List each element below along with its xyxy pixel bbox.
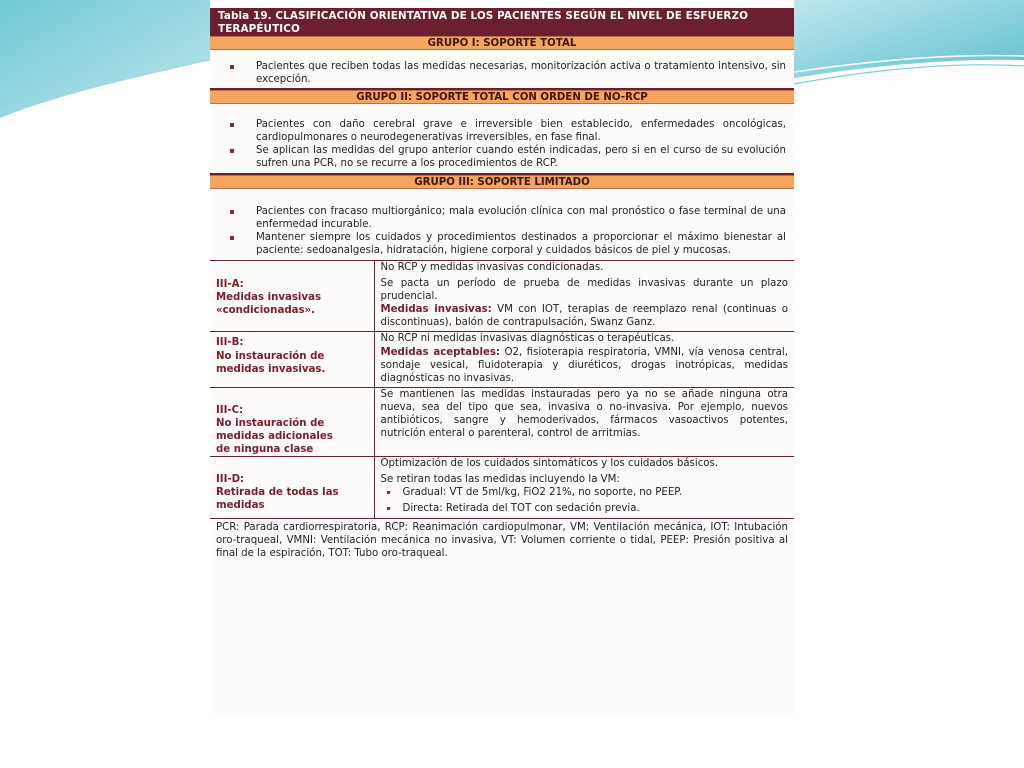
subgroup-c-label: III-C: No instauración de medidas adicionales de ninguna clase [210, 387, 374, 456]
table-row [210, 387, 794, 456]
group-1-bullet-1: Pacientes que reciben todas las medidas necesarias, monitorización activa o tratamiento intensivo, sin excepción. [218, 60, 786, 86]
group-2-heading: GRUPO II: SOPORTE TOTAL CON ORDEN DE NO-RCP [210, 90, 794, 104]
classification-table [210, 8, 794, 718]
group-3-body [210, 189, 794, 260]
subgroup-table [210, 260, 794, 518]
group-3-bullet-2: Mantener siempre los cuidados y procedimientos destinados a proporcionar el máximo bienestar al paciente: sedoanalgesia, hidratación, higiene corporal y cuidados básicos de piel y mucosas. [218, 231, 786, 257]
group-1-body [210, 50, 794, 88]
group-3-heading: GRUPO III: SOPORTE LIMITADO [210, 175, 794, 189]
table-title: Tabla 19. CLASIFICACIÓN ORIENTATIVA DE LOS PACIENTES SEGÚN EL NIVEL DE ESFUERZO TERAPÉUTICO [210, 8, 794, 36]
subgroup-d-label: III-D: Retirada de todas las medidas [210, 457, 374, 518]
list-item: Gradual: VT de 5ml/kg, FiO2 21%, no soporte, no PEEP. [381, 486, 789, 499]
withdrawal-options [381, 486, 789, 515]
subgroup-b-description: No RCP ni medidas invasivas diagnósticas o terapéuticas. Medidas aceptables: O2, fisioterapia respiratoria, VMNI, vía venosa central, sondaje vesical, fluidoterapia y diuréticos, drogas inotrópicas, medidas diagnósticas no invasivas. [374, 332, 794, 387]
subgroup-a-description: No RCP y medidas invasivas condicionadas. Se pacta un período de prueba de medidas invasivas durante un plazo prudencial. Medidas invasivas: VM con IOT, terapias de reemplazo renal (continuas o discontinuas), balón de contrapulsación, Swanz Ganz. [374, 260, 794, 331]
group-1-heading: GRUPO I: SOPORTE TOTAL [210, 36, 794, 50]
list-item: Directa: Retirada del TOT con sedación previa. [381, 502, 789, 515]
group-3-bullet-1: Pacientes con fracaso multiorgánico; mala evolución clínica con mal pronóstico o fase terminal de una enfermedad incurable. [218, 205, 786, 231]
group-2-body [210, 104, 794, 172]
table-row [210, 260, 794, 331]
abbreviations-footnote: PCR: Parada cardiorrespiratoria, RCP: Reanimación cardiopulmonar, VM: Ventilación mecánica, IOT: Intubación oro-traqueal, VMNI: Ventilación mecánica no invasiva, VT: Volumen corriente o tidal, PEEP: Presión positiva al final de la espiración, TOT: Tubo oro-traqueal. [210, 518, 794, 560]
table-row [210, 457, 794, 518]
group-2-bullet-2: Se aplican las medidas del grupo anterior cuando estén indicadas, pero si en el curso de su evolución sufren una PCR, no se recurre a los procedimientos de RCP. [218, 144, 786, 170]
wave-right [794, 0, 1024, 78]
subgroup-a-label: III-A: Medidas invasivas «condicionadas». [210, 260, 374, 331]
subgroup-b-label: III-B: No instauración de medidas invasivas. [210, 332, 374, 387]
subgroup-c-description: Se mantienen las medidas instauradas pero ya no se añade ninguna otra nueva, sea del tipo que sea, invasiva o no-invasiva. Por ejemplo, nuevos antibióticos, sangre y hemoderivados, fármacos vasoactivos potentes, nutrición enteral o parenteral, control de arritmias. [374, 387, 794, 456]
group-2-bullet-1: Pacientes con daño cerebral grave e irreversible bien establecido, enfermedades oncológicas, cardiopulmonares o neurodegenerativas irreversibles, en fase final. [218, 118, 786, 144]
table-row [210, 332, 794, 387]
wave-left [0, 0, 210, 118]
subgroup-d-description: Optimización de los cuidados sintomáticos y los cuidados básicos. Se retiran todas las medidas incluyendo la VM: Gradual: VT de 5ml/kg, FiO2 21%, no soporte, no PEEP. Directa: Retirada del TOT con sedación previa. [374, 457, 794, 518]
